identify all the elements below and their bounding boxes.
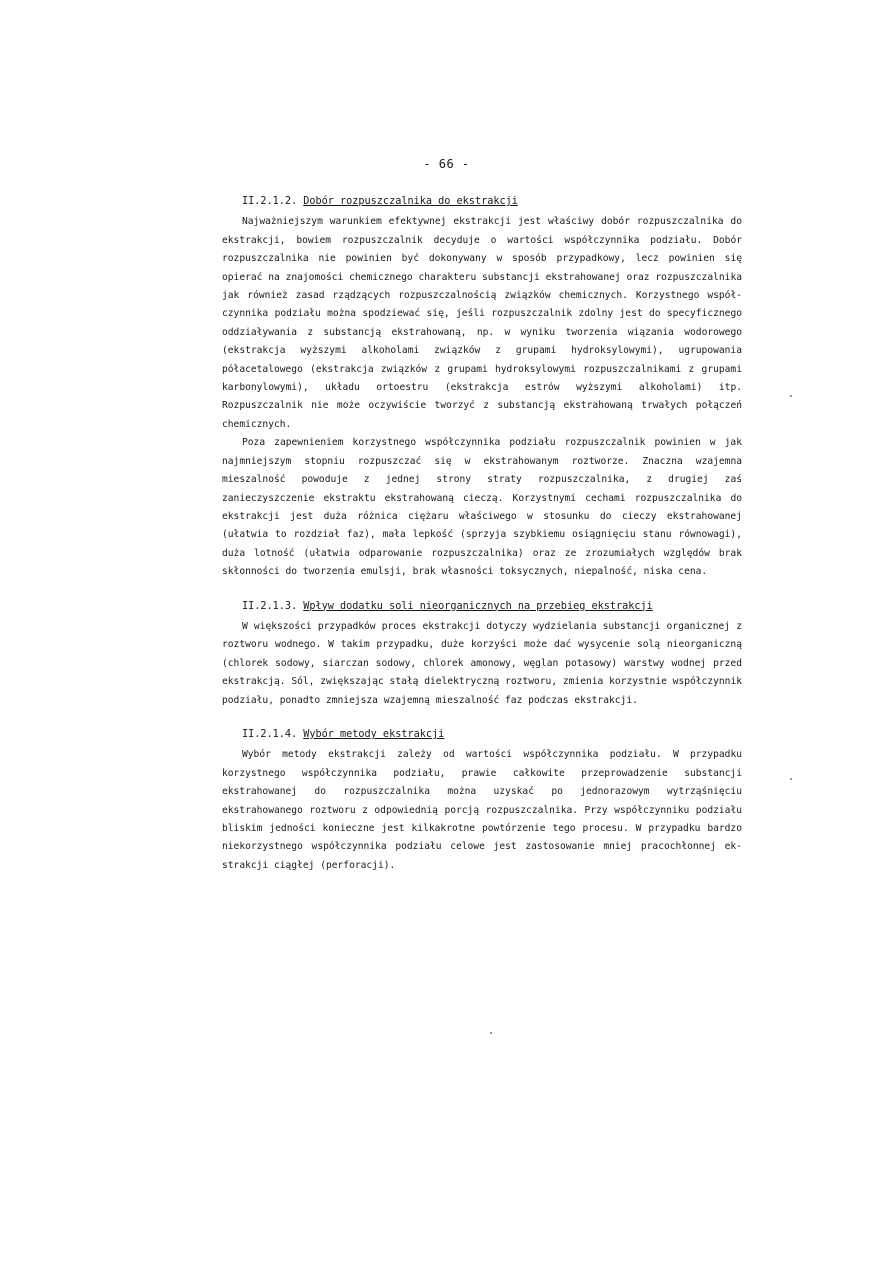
scan-speck <box>790 778 792 780</box>
section-dobor-rozpuszczalnika <box>222 193 742 582</box>
section-title: Wybór metody ekstrakcji <box>303 728 445 740</box>
section-title: Wpływ dodatku soli nieorganicznych na przebieg ekstrakcji <box>303 600 653 612</box>
scan-speck <box>490 1032 492 1034</box>
section-number: II.2.1.4. <box>242 728 298 740</box>
section-heading <box>222 598 742 616</box>
page-number: - 66 - <box>423 157 470 171</box>
document-body <box>222 193 742 875</box>
section-wybor-metody <box>222 726 742 875</box>
section-heading <box>222 193 742 211</box>
paragraph: Wybór metody ekstrakcji zależy od wartości współczynnika podziału. W przypadku korzystnego współczynnika podziału, prawie całkowite przeprowadzenie substancji ekstrahowanej do rozpuszczalnika można uzyskać po jednorazowym wytrząśnięciu ekstrahowanego roztworu z odpowiednią porcją rozpuszczalnika. Przy współczynniku podziału bliskim jedności konieczne jest kilkakrotne powtórzenie tego procesu. W przypadku bardzo niekorzystnego współczynnika podziału celowe jest zastosowanie mniej pracochłonnej ekstrakcji ciągłej (perforacji). <box>222 749 742 871</box>
section-wplyw-soli <box>222 598 742 710</box>
scan-speck <box>790 395 792 397</box>
section-heading <box>222 726 742 744</box>
section-number: II.2.1.2. <box>242 196 298 207</box>
paragraph: Poza zapewnieniem korzystnego współczynnika podziału rozpuszczalnik powinien w jak najmniejszym stopniu rozpuszczać się w ekstrahowanym roztworze. Znaczna wzajemna mieszalność powoduje z jednej strony straty rozpuszczalnika, z drugiej zaś zanieczyszczenie ekstraktu ekstrahowaną cieczą. Korzystnymi cechami rozpuszczalnika do ekstrakcji jest duża różnica ciężaru właściwego w stosunku do cieczy ekstrahowanej (ułatwia to rozdział faz), mała lepkość (sprzyja szybkiemu osiągnięciu stanu równowagi), duża lotność (ułatwia odparowanie rozpuszczalnika) oraz ze zrozumiałych względów brak skłonności do tworzenia emulsji, brak własności toksycznych, niepalność, niska cena. <box>222 437 742 578</box>
paragraph: W większości przypadków proces ekstrakcji dotyczy wydzielania substancji organicznej z roztworu wodnego. W takim przypadku, duże korzyści może dać wysycenie solą nieorganiczną (chlorek sodowy, siarczan sodowy, chlorek amonowy, węglan potasowy) warstwy wodnej przed ekstrakcją. Sól, zwiększając stałą dielektryczną roztworu, zmienia korzystnie współczynnik podziału, ponadto zmniejsza wzajemną mieszalność faz podczas ekstrakcji. <box>222 620 742 706</box>
paragraph: Najważniejszym warunkiem efektywnej ekstrakcji jest właściwy dobór rozpuszczalnika do ekstrakcji, bowiem rozpuszczalnik decyduje o wartości współczynnika podziału. Dobór rozpuszczalnika nie powinien być dokonywany w sposób przypadkowy, lecz powinien się opierać na znajomości chemicznego charakteru substancji ekstrahowanej oraz rozpuszczalnika jak również zasad rządzących rozpuszczalnością związków chemicznych. Korzystnego współczynnika podziału można spodziewać się, jeśli rozpuszczalnik zdolny jest do specyficznego oddziaływania z substancją ekstrahowaną, np. w wyniku tworzenia wiązania wodorowego (ekstrakcja wyższymi alkoholami związków z grupami hydroksylowymi), ugrupowania półacetalowego (ekstrakcja związków z grupami hydroksylowymi rozpuszczalnikami z grupami karbonylowymi), układu ortoestru (ekstrakcja estrów wyższymi alkoholami) itp. Rozpuszczalnik nie może oczywiście tworzyć z substancją ekstrahowaną trwałych połączeń chemicznych. <box>222 216 742 430</box>
section-number: II.2.1.3. <box>242 600 298 612</box>
section-title: Dobór rozpuszczalnika do ekstrakcji <box>303 196 518 207</box>
